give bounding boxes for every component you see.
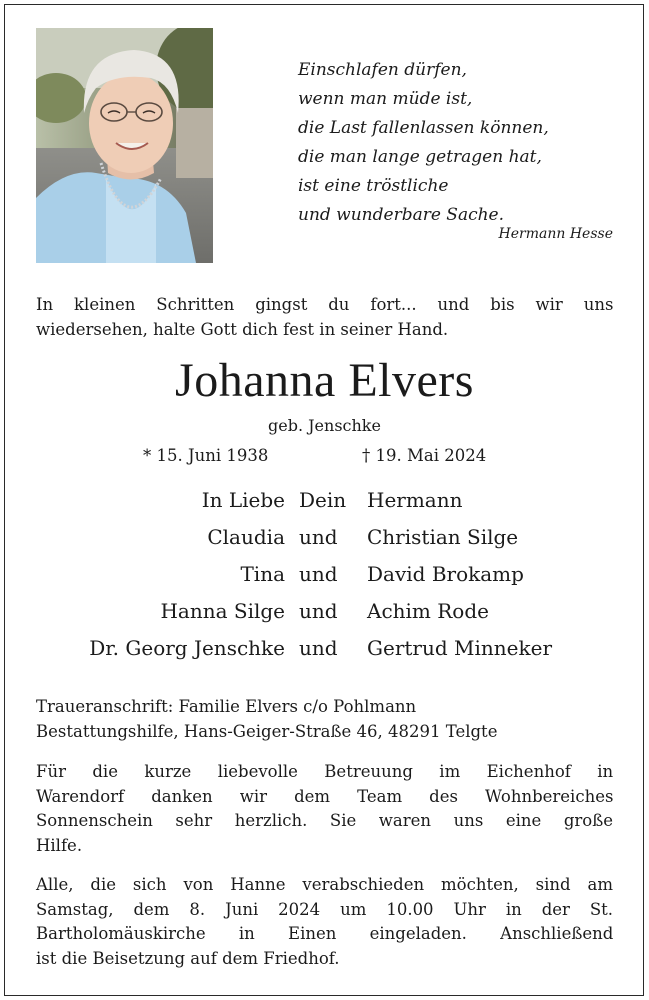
invitation-line: ist die Beisetzung auf dem Friedhof.	[36, 948, 340, 968]
family-name-right: Gertrud Minneker	[367, 636, 552, 660]
family-connector: und	[299, 562, 338, 586]
family-row	[0, 599, 649, 636]
intro-line: wiedersehen, halte Gott dich fest in seiner Hand.	[36, 319, 449, 339]
family-connector: und	[299, 636, 338, 660]
family-row	[0, 636, 649, 673]
deceased-name: Johanna Elvers	[175, 354, 474, 407]
invitation-line: Samstag, dem 8. Juni 2024 um 10.00 Uhr in der St.	[36, 899, 614, 919]
poem-line: Einschlafen dürfen,	[298, 60, 467, 80]
family-connector: Dein	[299, 488, 347, 512]
family-name-left: Hanna Silge	[160, 599, 285, 623]
intro-text	[36, 293, 613, 342]
mourning-address	[36, 695, 613, 744]
poem-line: ist eine tröstliche	[298, 176, 449, 196]
death-date: † 19. Mai 2024	[362, 446, 487, 465]
family-name-left: Dr. Georg Jenschke	[89, 636, 285, 660]
family-name-left: Claudia	[207, 525, 285, 549]
portrait-photo	[36, 28, 213, 263]
address-line: Traueranschrift: Familie Elvers c/o Pohlmann	[36, 697, 417, 716]
poem-line: die man lange getragen hat,	[298, 147, 542, 167]
family-name-right: Achim Rode	[367, 599, 489, 623]
family-name-right: Hermann	[367, 488, 463, 512]
family-name-left: Tina	[240, 562, 285, 586]
thanks-line: Für die kurze liebevolle Betreuung im Eichenhof in	[36, 762, 614, 781]
poem-line: die Last fallenlassen können,	[298, 118, 549, 138]
family-connector: und	[299, 525, 338, 549]
family-name-right: David Brokamp	[367, 562, 524, 586]
poem-line: und wunderbare Sache.	[298, 205, 505, 225]
invitation-line: Alle, die sich von Hanne verabschieden möchten, sind am	[36, 875, 613, 894]
address-line: Bestattungshilfe, Hans-Geiger-Straße 46, 48291 Telgte	[36, 721, 498, 741]
poem-line: wenn man müde ist,	[298, 89, 473, 109]
birth-date: * 15. Juni 1938	[143, 446, 269, 465]
family-connector: und	[299, 599, 338, 623]
family-row	[0, 488, 649, 525]
invitation-line: Bartholomäuskirche in Einen eingeladen. Anschließend	[36, 924, 614, 943]
thanks-paragraph	[36, 760, 613, 858]
maiden-name: geb. Jenschke	[268, 416, 381, 435]
poem	[298, 56, 618, 230]
family-name-left: In Liebe	[201, 488, 285, 512]
family-name-right: Christian Silge	[367, 525, 519, 549]
family-row	[0, 525, 649, 562]
intro-line: In kleinen Schritten gingst du fort... und bis wir uns	[36, 295, 614, 314]
thanks-line: Sonnenschein sehr herzlich. Sie waren uns eine große	[36, 811, 613, 830]
family-row	[0, 562, 649, 599]
thanks-line: Warendorf danken wir dem Team des Wohnbereiches	[36, 786, 614, 806]
thanks-line: Hilfe.	[36, 835, 83, 855]
invitation-paragraph	[36, 873, 613, 971]
poem-author: Hermann Hesse	[498, 226, 613, 242]
